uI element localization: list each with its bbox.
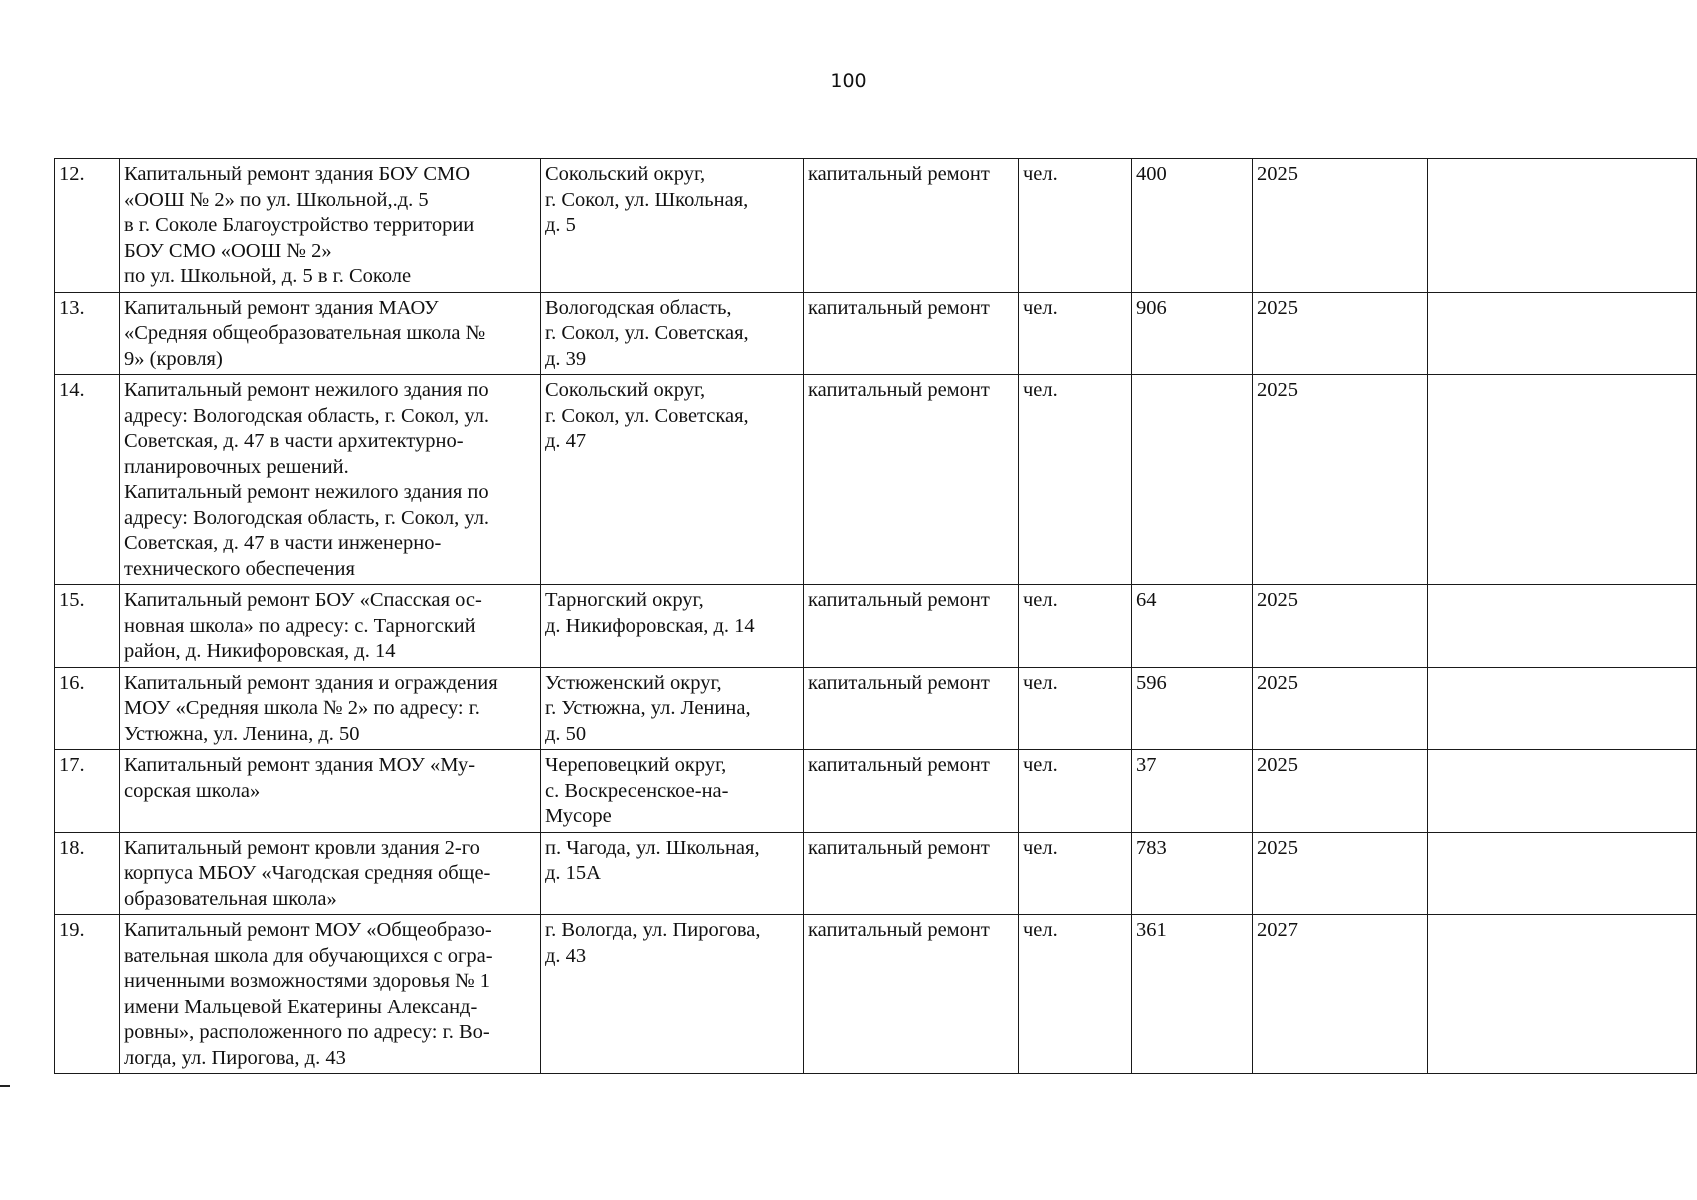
unit-cell: чел.: [1019, 159, 1132, 293]
object-name-line: БОУ СМО «ООШ № 2»: [124, 239, 332, 262]
object-name-line: вательная школа для обучающихся с огра-: [124, 944, 493, 967]
address-line: г. Устюжна, ул. Ленина,: [545, 697, 751, 719]
object-name-line: сорская школа»: [124, 779, 261, 802]
object-name-line: по ул. Школьной, д. 5 в г. Соколе: [124, 265, 412, 287]
address-line: д. 43: [545, 944, 587, 967]
address-cell: [541, 292, 804, 375]
object-name-line: в г. Соколе Благоустройство территории: [124, 214, 475, 236]
address-line: д. 39: [545, 347, 587, 370]
value-cell: 906: [1132, 292, 1253, 375]
address-cell: [541, 667, 804, 750]
table-body: [55, 159, 1697, 1074]
value-cell: 783: [1132, 832, 1253, 915]
object-name-cell: [120, 750, 541, 833]
object-name-cell: [120, 375, 541, 585]
address-line: д. 47: [545, 430, 587, 452]
work-type-cell: капитальный ремонт: [804, 375, 1019, 585]
unit-cell: чел.: [1019, 832, 1132, 915]
work-type-cell: капитальный ремонт: [804, 915, 1019, 1074]
empty-cell: [1428, 915, 1697, 1074]
table-row: [55, 292, 1697, 375]
row-number-cell: 18.: [55, 832, 120, 915]
object-name-line: Советская, д. 47 в части архитектурно-: [124, 430, 464, 452]
table-row: [55, 585, 1697, 668]
table-row: [55, 667, 1697, 750]
table-row: [55, 750, 1697, 833]
object-name-line: имени Мальцевой Екатерины Александ-: [124, 995, 478, 1018]
page-number: 100: [830, 70, 867, 92]
address-line: г. Сокол, ул. Школьная,: [545, 188, 749, 211]
object-name-line: Капитальный ремонт нежилого здания по: [124, 379, 489, 401]
address-line: д. 50: [545, 722, 587, 745]
object-name-line: адресу: Вологодская область, г. Сокол, ул.: [124, 506, 490, 529]
address-line: д. 5: [545, 214, 576, 236]
value-cell: 400: [1132, 159, 1253, 293]
value-cell: 361: [1132, 915, 1253, 1074]
empty-cell: [1428, 159, 1697, 293]
object-name-line: планировочных решений.: [124, 455, 349, 478]
year-cell: 2025: [1253, 159, 1428, 293]
empty-cell: [1428, 667, 1697, 750]
year-cell: 2025: [1253, 750, 1428, 833]
object-name-line: Капитальный ремонт кровли здания 2-го: [124, 836, 480, 859]
capital-repair-table: [54, 158, 1697, 1074]
address-cell: [541, 159, 804, 293]
address-cell: [541, 585, 804, 668]
year-cell: 2025: [1253, 292, 1428, 375]
object-name-line: Капитальный ремонт здания и ограждения: [124, 671, 498, 694]
object-name-line: Капитальный ремонт МОУ «Общеобразо-: [124, 919, 492, 941]
address-line: п. Чагода, ул. Школьная,: [545, 836, 760, 859]
object-name-line: Капитальный ремонт БОУ «Спасская ос-: [124, 589, 482, 611]
work-type-cell: капитальный ремонт: [804, 585, 1019, 668]
work-type-cell: капитальный ремонт: [804, 667, 1019, 750]
empty-cell: [1428, 375, 1697, 585]
work-type-cell: капитальный ремонт: [804, 832, 1019, 915]
unit-cell: чел.: [1019, 292, 1132, 375]
row-number-cell: 17.: [55, 750, 120, 833]
work-type-cell: капитальный ремонт: [804, 292, 1019, 375]
empty-cell: [1428, 832, 1697, 915]
empty-cell: [1428, 585, 1697, 668]
address-cell: [541, 832, 804, 915]
year-cell: 2025: [1253, 375, 1428, 585]
work-type-cell: капитальный ремонт: [804, 159, 1019, 293]
object-name-line: новная школа» по адресу: с. Тарногский: [124, 614, 476, 637]
value-cell: 596: [1132, 667, 1253, 750]
work-type-cell: капитальный ремонт: [804, 750, 1019, 833]
table-row: [55, 375, 1697, 585]
unit-cell: чел.: [1019, 667, 1132, 750]
address-line: г. Вологда, ул. Пирогова,: [545, 919, 761, 941]
address-cell: [541, 750, 804, 833]
object-name-cell: [120, 292, 541, 375]
edge-mark: [0, 1085, 10, 1087]
value-cell: 37: [1132, 750, 1253, 833]
address-line: г. Сокол, ул. Советская,: [545, 322, 749, 344]
row-number-cell: 19.: [55, 915, 120, 1074]
object-name-line: ниченными возможностями здоровья № 1: [124, 970, 491, 992]
address-line: Тарногский округ,: [545, 589, 704, 611]
table-row: [55, 915, 1697, 1074]
unit-cell: чел.: [1019, 585, 1132, 668]
object-name-line: технического обеспечения: [124, 557, 355, 580]
object-name-line: Устюжна, ул. Ленина, д. 50: [124, 722, 360, 745]
address-line: с. Воскресенское-на-: [545, 779, 729, 802]
empty-cell: [1428, 292, 1697, 375]
object-name-line: район, д. Никифоровская, д. 14: [124, 640, 396, 662]
object-name-line: МОУ «Средняя школа № 2» по адресу: г.: [124, 697, 480, 719]
address-line: Сокольский округ,: [545, 163, 706, 185]
object-name-cell: [120, 667, 541, 750]
unit-cell: чел.: [1019, 375, 1132, 585]
empty-cell: [1428, 750, 1697, 833]
value-cell: 64: [1132, 585, 1253, 668]
object-name-line: Капитальный ремонт здания МАОУ: [124, 296, 439, 319]
object-name-line: Капитальный ремонт здания БОУ СМО: [124, 163, 471, 185]
object-name-line: «Средняя общеобразовательная школа №: [124, 322, 486, 344]
object-name-line: логда, ул. Пирогова, д. 43: [124, 1046, 346, 1069]
address-line: Череповецкий округ,: [545, 754, 727, 776]
object-name-line: Советская, д. 47 в части инженерно-: [124, 532, 442, 554]
year-cell: 2025: [1253, 585, 1428, 668]
object-name-line: корпуса МБОУ «Чагодская средняя обще-: [124, 862, 491, 884]
object-name-line: «ООШ № 2» по ул. Школьной,.д. 5: [124, 188, 429, 211]
unit-cell: чел.: [1019, 750, 1132, 833]
object-name-cell: [120, 832, 541, 915]
row-number-cell: 14.: [55, 375, 120, 585]
address-line: д. Никифоровская, д. 14: [545, 614, 755, 637]
object-name-line: ровны», расположенного по адресу: г. Во-: [124, 1021, 490, 1043]
address-line: Мусоре: [545, 805, 612, 827]
address-line: Сокольский округ,: [545, 379, 706, 401]
unit-cell: чел.: [1019, 915, 1132, 1074]
object-name-line: 9» (кровля): [124, 347, 223, 370]
row-number-cell: 13.: [55, 292, 120, 375]
year-cell: 2025: [1253, 667, 1428, 750]
table-row: [55, 832, 1697, 915]
address-cell: [541, 375, 804, 585]
address-line: Вологодская область,: [545, 296, 732, 319]
address-line: г. Сокол, ул. Советская,: [545, 404, 749, 427]
value-cell: [1132, 375, 1253, 585]
table-row: [55, 159, 1697, 293]
address-line: д. 15А: [545, 862, 601, 884]
year-cell: 2025: [1253, 832, 1428, 915]
object-name-cell: [120, 159, 541, 293]
object-name-line: образовательная школа»: [124, 887, 337, 910]
row-number-cell: 16.: [55, 667, 120, 750]
address-cell: [541, 915, 804, 1074]
object-name-line: Капитальный ремонт нежилого здания по: [124, 481, 489, 503]
row-number-cell: 15.: [55, 585, 120, 668]
row-number-cell: 12.: [55, 159, 120, 293]
object-name-line: Капитальный ремонт здания МОУ «Му-: [124, 754, 476, 776]
object-name-cell: [120, 585, 541, 668]
object-name-cell: [120, 915, 541, 1074]
address-line: Устюженский округ,: [545, 671, 722, 694]
object-name-line: адресу: Вологодская область, г. Сокол, ул.: [124, 404, 490, 427]
year-cell: 2027: [1253, 915, 1428, 1074]
